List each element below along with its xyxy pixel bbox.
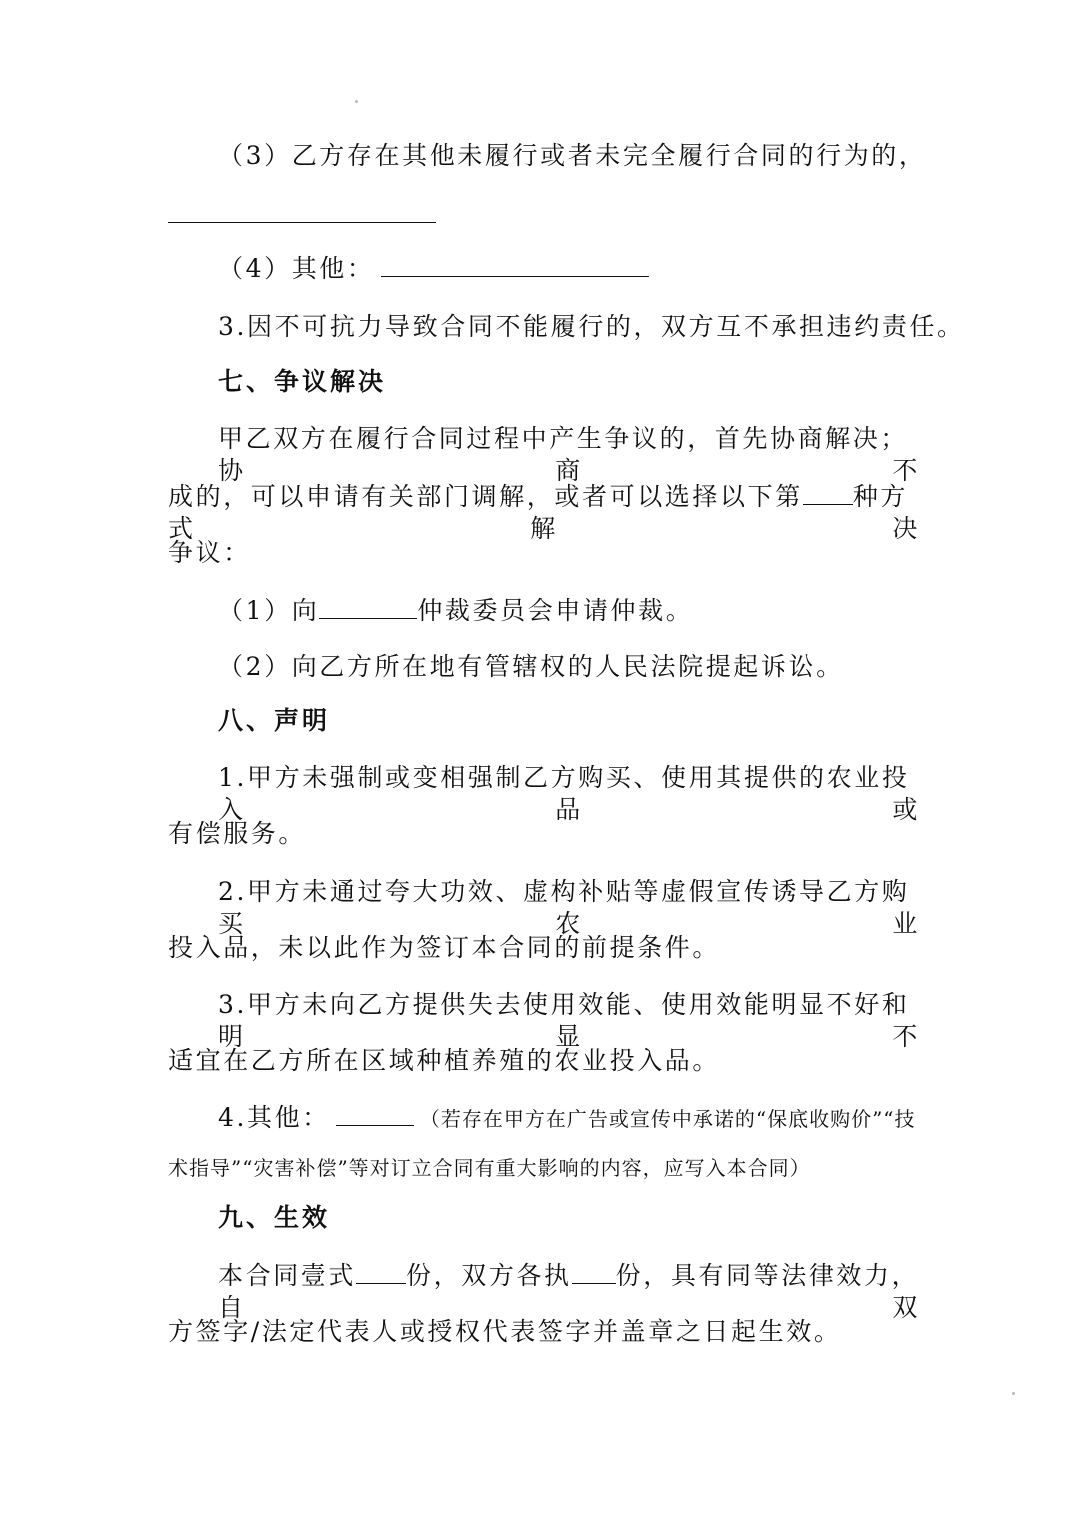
- section-heading-7: 七、争议解决: [218, 367, 387, 396]
- dispute-option-2: （2）向乙方所在地有管辖权的人民法院提起诉讼。: [218, 652, 844, 681]
- scan-speck: [1012, 1392, 1015, 1395]
- statement-1-line-2: 有偿服务。: [168, 819, 307, 848]
- statement-3-line-1: 3.甲方未向乙方提供失去使用效能、使用效能明显不好和明显不: [218, 990, 920, 1051]
- clause-item-4: （4）其他：: [218, 252, 920, 285]
- copies-total-blank: [356, 1259, 406, 1284]
- statement-4-line-1: 4.其他： （若存在甲方在广告或宣传中承诺的“保底收购价”“技: [218, 1103, 916, 1132]
- statement-4-line-2: 术指导”“灾害补偿”等对订立合同有重大影响的内容，应写入本合同）: [168, 1156, 811, 1180]
- fill-in-blank-line: [168, 222, 436, 223]
- statement-4-blank: [336, 1101, 414, 1126]
- section-heading-9: 九、生效: [218, 1203, 331, 1232]
- statement-2-line-1: 2.甲方未通过夸大功效、虚构补贴等虚假宣传诱导乙方购买农业: [218, 877, 920, 938]
- clause-item-3: （3）乙方存在其他未履行或者未完全履行合同的行为的，: [218, 141, 927, 170]
- copies-each-blank: [572, 1259, 616, 1284]
- dispute-option-1: （1）向 仲裁委员会申请仲裁。: [218, 596, 694, 625]
- section-heading-8: 八、声明: [218, 706, 331, 735]
- other-blank: [381, 252, 649, 277]
- method-number-blank: [803, 480, 853, 505]
- arbitration-committee-blank: [319, 594, 417, 619]
- force-majeure-clause: 3.因不可抗力导致合同不能履行的，双方互不承担违约责任。: [218, 312, 965, 341]
- dispute-paragraph-line-2: 成的，可以申请有关部门调解，或者可以选择以下第 种方式解决: [168, 482, 920, 543]
- dispute-paragraph-line-3: 争议：: [168, 538, 251, 567]
- dispute-paragraph-line-1: 甲乙双方在履行合同过程中产生争议的，首先协商解决；协商不: [218, 424, 920, 485]
- statement-1-line-1: 1.甲方未强制或变相强制乙方购买、使用其提供的农业投入品或: [218, 763, 920, 824]
- statement-3-line-2: 适宜在乙方所在区域种植养殖的农业投入品。: [168, 1046, 721, 1075]
- effectiveness-line-1: 本合同壹式 份，双方各执 份，具有同等法律效力，自双: [218, 1261, 920, 1322]
- statement-2-line-2: 投入品，未以此作为签订本合同的前提条件。: [168, 933, 721, 962]
- effectiveness-line-2: 方签字/法定代表人或授权代表签字并盖章之日起生效。: [168, 1317, 842, 1346]
- scan-speck: [355, 100, 358, 103]
